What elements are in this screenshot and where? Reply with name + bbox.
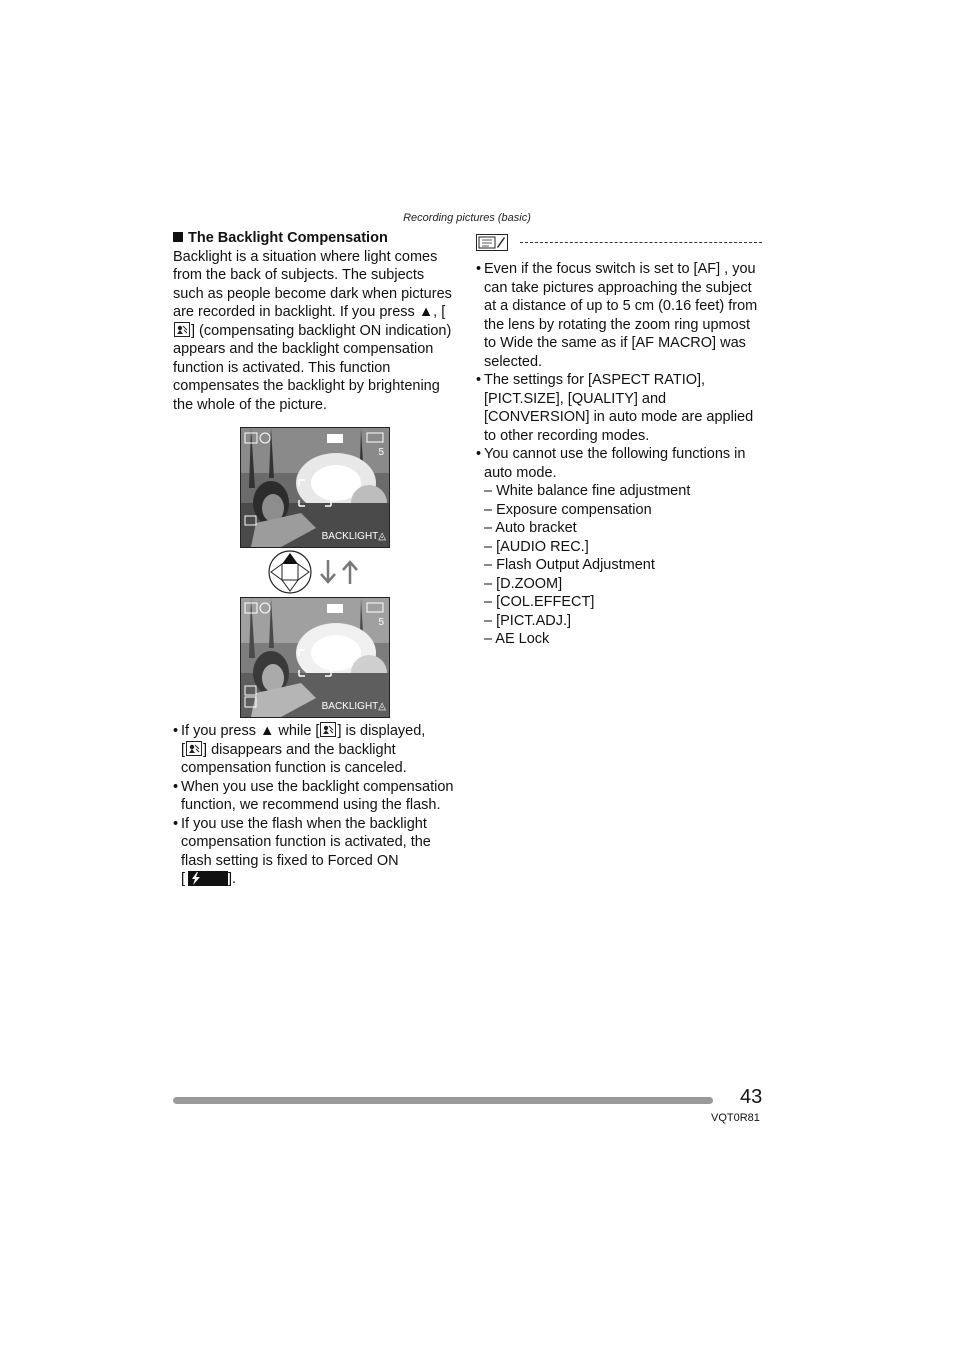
shot-count: 5 [378, 617, 384, 628]
unavailable-functions-list [484, 482, 762, 649]
model-code: VQT0R81 [711, 1112, 760, 1124]
list-item: – Auto bracket [484, 520, 577, 536]
list-item: – [AUDIO REC.] [484, 538, 589, 555]
backlight-label: BACKLIGHT◬ [321, 531, 386, 542]
arrow-down-icon [321, 560, 335, 582]
bullet-unavailable-functions: • You cannot use the following functions in auto mode. – White balance fine adjustment – Exposure compensation – Auto bracket – [AUDIO REC.] – Flash Output Adjustment – [D.ZOOM] – [COL.EFFECT] – [PICT.ADJ.] – AE Lock [476, 445, 762, 649]
square-bullet-icon [173, 232, 183, 242]
bullet-cancel: • If you press ▲ while [ ] is displayed, [ ] disappears and the backlight compensation function is canceled. [173, 722, 463, 778]
list-item: – AE Lock [484, 631, 550, 647]
list-item: – Flash Output Adjustment [484, 557, 655, 573]
right-column [476, 234, 762, 649]
note-icon [476, 234, 508, 251]
bullet-focus-switch: • Even if the focus switch is set to [AF] , you can take pictures approaching the subject at a distance of up to 5 cm (0.16 feet) from the lens by rotating the zoom ring upmost to Wide the same as if [AF MACRO] was selected. [476, 260, 762, 371]
note-divider [520, 242, 762, 243]
backlit-photo-image [241, 428, 389, 547]
page-number: 43 [740, 1086, 763, 1108]
lcd-screen-before [240, 427, 390, 548]
backlight-icon [186, 741, 202, 756]
lcd-screen-after [240, 597, 390, 718]
bullet-forced-flash: • If you use the flash when the backlight compensation function is activated, the flash setting is fixed to Forced ON [ ]. [173, 815, 463, 889]
backlight-icon [320, 722, 336, 737]
note-header [476, 234, 762, 250]
shot-count: 5 [378, 447, 384, 458]
bullet-flash-recommend: • When you use the backlight compensation function, we recommend using the flash. [173, 778, 463, 815]
bullet-settings-applied: • The settings for [ASPECT RATIO], [PICT.SIZE], [QUALITY] and [CONVERSION] in auto mode are applied to other recording modes. [476, 371, 762, 445]
list-item: – [PICT.ADJ.] [484, 612, 572, 629]
backlight-label: BACKLIGHT◬ [321, 701, 386, 712]
backlight-intro: Backlight is a situation where light comes from the back of subjects. The subjects such as people become dark when pictures are recorded in backlight. If you press ▲, [ ] (compensating backlight ON indication) appears and the backlight compensation function is activated. This function compensates the backlight by brightening the whole of the picture. [173, 248, 452, 413]
list-item: – Exposure compensation [484, 501, 652, 518]
header-section-title: Recording pictures (basic) [403, 212, 531, 224]
left-column [173, 229, 457, 414]
cursor-button-diagram [268, 550, 364, 594]
list-item: – White balance fine adjustment [484, 483, 691, 499]
list-item: – [D.ZOOM] [484, 575, 563, 592]
footer-bar [173, 1097, 713, 1104]
backlight-icon [174, 322, 190, 337]
backlight-heading: The Backlight Compensation [173, 229, 457, 248]
compensated-photo-image [241, 598, 389, 717]
list-item: – [COL.EFFECT] [484, 594, 595, 610]
left-bullets [173, 722, 463, 889]
forced-flash-icon [188, 871, 228, 886]
arrow-up-icon [343, 562, 357, 584]
